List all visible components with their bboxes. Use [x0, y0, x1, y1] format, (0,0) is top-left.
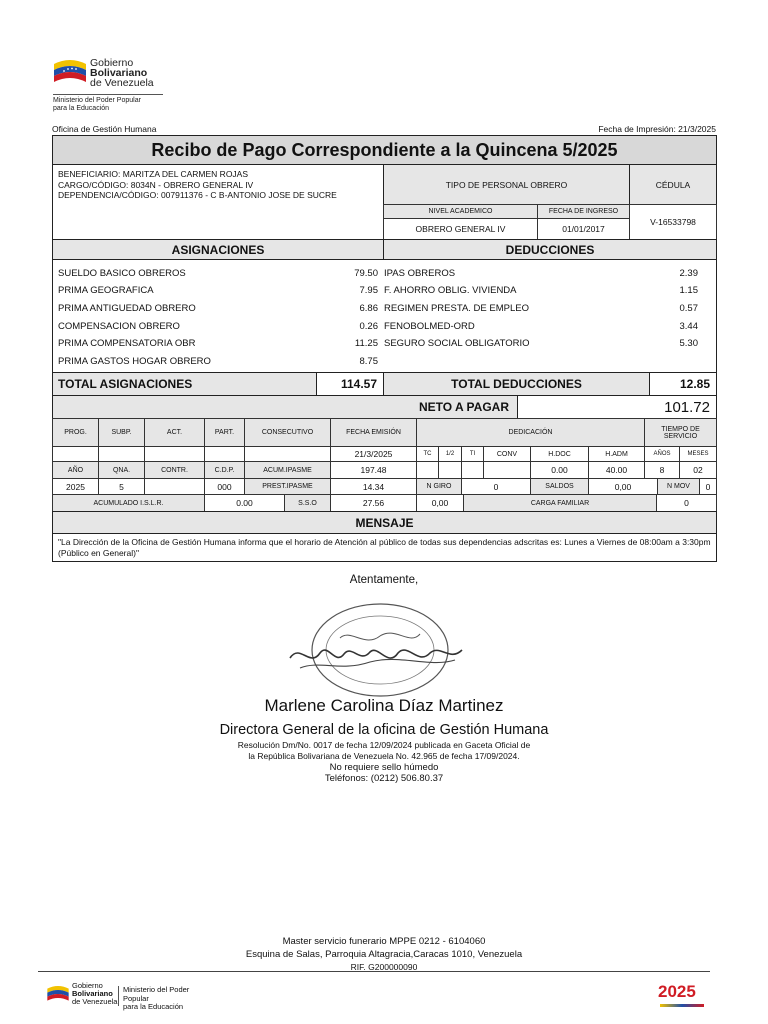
h-carga-familiar: CARGA FAMILIAR	[463, 494, 657, 512]
h-hdoc: H.DOC	[530, 446, 589, 462]
flag-icon	[52, 54, 88, 90]
h-ngiro: N GIRO	[416, 478, 462, 495]
h-saldos: SALDOS	[530, 478, 589, 495]
total-asignaciones-value: 114.57	[316, 372, 384, 396]
ded-label-2: REGIMEN PRESTA. DE EMPLEO	[384, 303, 529, 314]
footer-flag-icon	[46, 982, 70, 1006]
h-fecha-emision: FECHA EMISIÓN	[330, 418, 417, 447]
gov-line-1: Gobierno	[90, 57, 134, 69]
cedula-label: CÉDULA	[629, 164, 717, 205]
asig-label-1: PRIMA GEOGRAFICA	[58, 285, 154, 296]
office-name: Oficina de Gestión Humana	[52, 124, 157, 134]
asig-value-1: 7.95	[359, 285, 378, 296]
h-sso: S.S.O	[284, 494, 331, 512]
cedula-value: V-16533798	[629, 204, 717, 240]
ingreso-label: FECHA DE INGRESO	[537, 204, 630, 219]
nivel-label: NIVEL ACADEMICO	[383, 204, 538, 219]
h-cdp: C.D.P.	[204, 461, 245, 479]
beneficiary-cargo: CARGO/CÓDIGO: 8034N - OBRERO GENERAL IV	[58, 179, 254, 190]
resolution-line-1: Resolución Dm/No. 0017 de fecha 12/09/2024 publicada en Gaceta Oficial de	[237, 740, 531, 750]
asig-value-2: 6.86	[359, 303, 378, 314]
h-subp: SUBP.	[98, 418, 145, 447]
footer-divider	[38, 971, 710, 972]
v-sso-2: 0,00	[416, 494, 464, 512]
mensaje-header: MENSAJE	[52, 511, 717, 534]
asig-value-0: 79.50	[354, 268, 378, 279]
asig-value-3: 0.26	[359, 321, 378, 332]
asig-label-5: PRIMA GASTOS HOGAR OBRERO	[58, 356, 211, 367]
ded-value-0: 2.39	[679, 268, 698, 279]
deducciones-header: DEDUCCIONES	[383, 239, 717, 260]
h-half: 1/2	[438, 446, 462, 462]
v-ngiro: 0	[461, 478, 531, 495]
h-acum-ipasme: ACUM.IPASME	[244, 461, 331, 479]
neto-label: NETO A PAGAR	[52, 395, 518, 419]
footer-text	[0, 936, 768, 974]
print-date: Fecha de Impresión: 21/3/2025	[598, 124, 716, 134]
h-contr: CONTR.	[144, 461, 205, 479]
footer-gov-2: Bolivariano	[72, 989, 113, 998]
v-tc	[416, 461, 439, 479]
v-hdoc: 0.00	[530, 461, 589, 479]
resolution-block	[0, 740, 768, 784]
closing: Atentamente,	[349, 574, 419, 586]
total-asignaciones-label: TOTAL ASIGNACIONES	[52, 372, 317, 396]
v-carga-familiar: 0	[656, 494, 717, 512]
h-prest-ipasme: PREST.IPASME	[244, 478, 331, 495]
footer-rif: RIF. G200000090	[350, 962, 418, 972]
h-anios: AÑOS	[644, 446, 680, 462]
v-prest-ipasme: 14.34	[330, 478, 417, 495]
beneficiary-name: BENEFICIARIO: MARITZA DEL CARMEN ROJAS	[58, 169, 249, 179]
phone: Teléfonos: (0212) 506.80.37	[324, 773, 444, 784]
v-act	[144, 446, 205, 462]
government-logo	[52, 48, 172, 124]
v-subp	[98, 446, 145, 462]
footer-gov-1: Gobierno	[72, 981, 103, 990]
receipt-title: Recibo de Pago Correspondiente a la Quincena 5/2025	[52, 135, 717, 165]
footer-logo	[46, 980, 216, 1010]
v-prog	[52, 446, 99, 462]
h-consecutivo: CONSECUTIVO	[244, 418, 331, 447]
total-deducciones-label: TOTAL DEDUCCIONES	[383, 372, 650, 396]
resolution-line-2: la República Bolivariana de Venezuela No. 42.965 de fecha 17/09/2024.	[248, 751, 520, 761]
footer-ministry-2: para la Educación	[123, 1002, 184, 1011]
v-conv	[483, 461, 531, 479]
beneficiary-dependencia: DEPENDENCIA/CÓDIGO: 007911376 - C B-ANTONIO JOSE DE SUCRE	[58, 190, 337, 200]
tipo-personal: TIPO DE PERSONAL OBRERO	[383, 164, 630, 205]
h-prog: PROG.	[52, 418, 99, 447]
nivel-value: OBRERO GENERAL IV	[383, 218, 538, 240]
gov-line-3: de Venezuela	[90, 77, 154, 89]
gov-line-2: Bolivariano	[90, 67, 148, 79]
asignaciones-header: ASIGNACIONES	[52, 239, 384, 260]
asig-label-2: PRIMA ANTIGUEDAD OBRERO	[58, 303, 196, 314]
ded-value-4: 5.30	[679, 338, 698, 349]
v-anios: 8	[644, 461, 680, 479]
v-ti	[461, 461, 484, 479]
ded-label-0: IPAS OBREROS	[384, 268, 456, 279]
v-qna: 5	[98, 478, 145, 495]
ded-value-1: 1.15	[679, 285, 698, 296]
v-contr	[144, 478, 205, 495]
v-sso: 27.56	[330, 494, 417, 512]
ded-label-1: F. AHORRO OBLIG. VIVIENDA	[384, 285, 517, 296]
footer-ministry-1: Ministerio del Poder Popular	[123, 985, 190, 1003]
beneficiary-box	[52, 164, 384, 240]
v-consecutivo	[244, 446, 331, 462]
v-saldos: 0,00	[588, 478, 658, 495]
ministry-line-2: para la Educación	[53, 104, 110, 112]
v-meses: 02	[679, 461, 717, 479]
asig-label-3: COMPENSACION OBRERO	[58, 321, 180, 332]
h-conv: CONV	[483, 446, 531, 462]
v-hadm: 40.00	[588, 461, 645, 479]
ded-label-4: SEGURO SOCIAL OBLIGATORIO	[384, 338, 530, 349]
signer-name: Marlene Carolina Díaz Martinez	[264, 696, 504, 715]
signer-role: Directora General de la oficina de Gestión Humana	[219, 722, 549, 738]
asig-value-5: 8.75	[359, 356, 378, 367]
signature-stamp	[280, 598, 470, 706]
footer-line-1: Master servicio funerario MPPE 0212 - 6104060	[282, 936, 486, 947]
total-deducciones-value: 12.85	[649, 372, 717, 396]
v-fecha-emision: 21/3/2025	[330, 446, 417, 462]
mensaje-text: "La Dirección de la Oficina de Gestión Humana informa que el horario de Atención al público de todas sus dependencias adscritas es: Lunes a Viernes de 08:00am a 3:30pm (Público en General)"	[52, 533, 717, 562]
ded-label-3: FENOBOLMED-ORD	[384, 321, 475, 332]
h-ti: TI	[461, 446, 484, 462]
h-act: ACT.	[144, 418, 205, 447]
ded-value-3: 3.44	[679, 321, 698, 332]
v-cdp: 000	[204, 478, 245, 495]
year-badge	[658, 980, 710, 1010]
v-part	[204, 446, 245, 462]
asig-value-4: 11.25	[354, 338, 378, 349]
no-stamp-note: No requiere sello húmedo	[329, 762, 439, 773]
footer-line-2: Esquina de Salas, Parroquia Altagracia,Caracas 1010, Venezuela	[245, 948, 523, 960]
h-dedicacion: DEDICACIÓN	[416, 418, 645, 447]
ded-value-2: 0.57	[679, 303, 698, 314]
asig-label-4: PRIMA COMPENSATORIA OBR	[58, 338, 196, 349]
v-nmov: 0	[699, 478, 717, 495]
h-acum-islr: ACUMULADO I.S.L.R.	[52, 494, 205, 512]
v-half	[438, 461, 462, 479]
ministry-line-1: Ministerio del Poder Popular	[53, 97, 141, 104]
h-nmov: N MOV	[657, 478, 700, 495]
ingreso-value: 01/01/2017	[537, 218, 630, 240]
v-acum-islr: 0.00	[204, 494, 285, 512]
v-acum-ipasme: 197.48	[330, 461, 417, 479]
h-meses: MESES	[679, 446, 717, 462]
year-badge-text: 2025	[658, 982, 696, 1001]
h-part: PART.	[204, 418, 245, 447]
h-tc: TC	[416, 446, 439, 462]
h-tiempo-servicio: TIEMPO DE SERVICIO	[644, 418, 717, 447]
h-qna: QNA.	[98, 461, 145, 479]
footer-gov-3: de Venezuela	[72, 997, 118, 1006]
v-anio: 2025	[52, 478, 99, 495]
h-anio: AÑO	[52, 461, 99, 479]
neto-value: 101.72	[517, 395, 717, 419]
asig-label-0: SUELDO BASICO OBREROS	[58, 268, 186, 279]
h-hadm: H.ADM	[588, 446, 645, 462]
